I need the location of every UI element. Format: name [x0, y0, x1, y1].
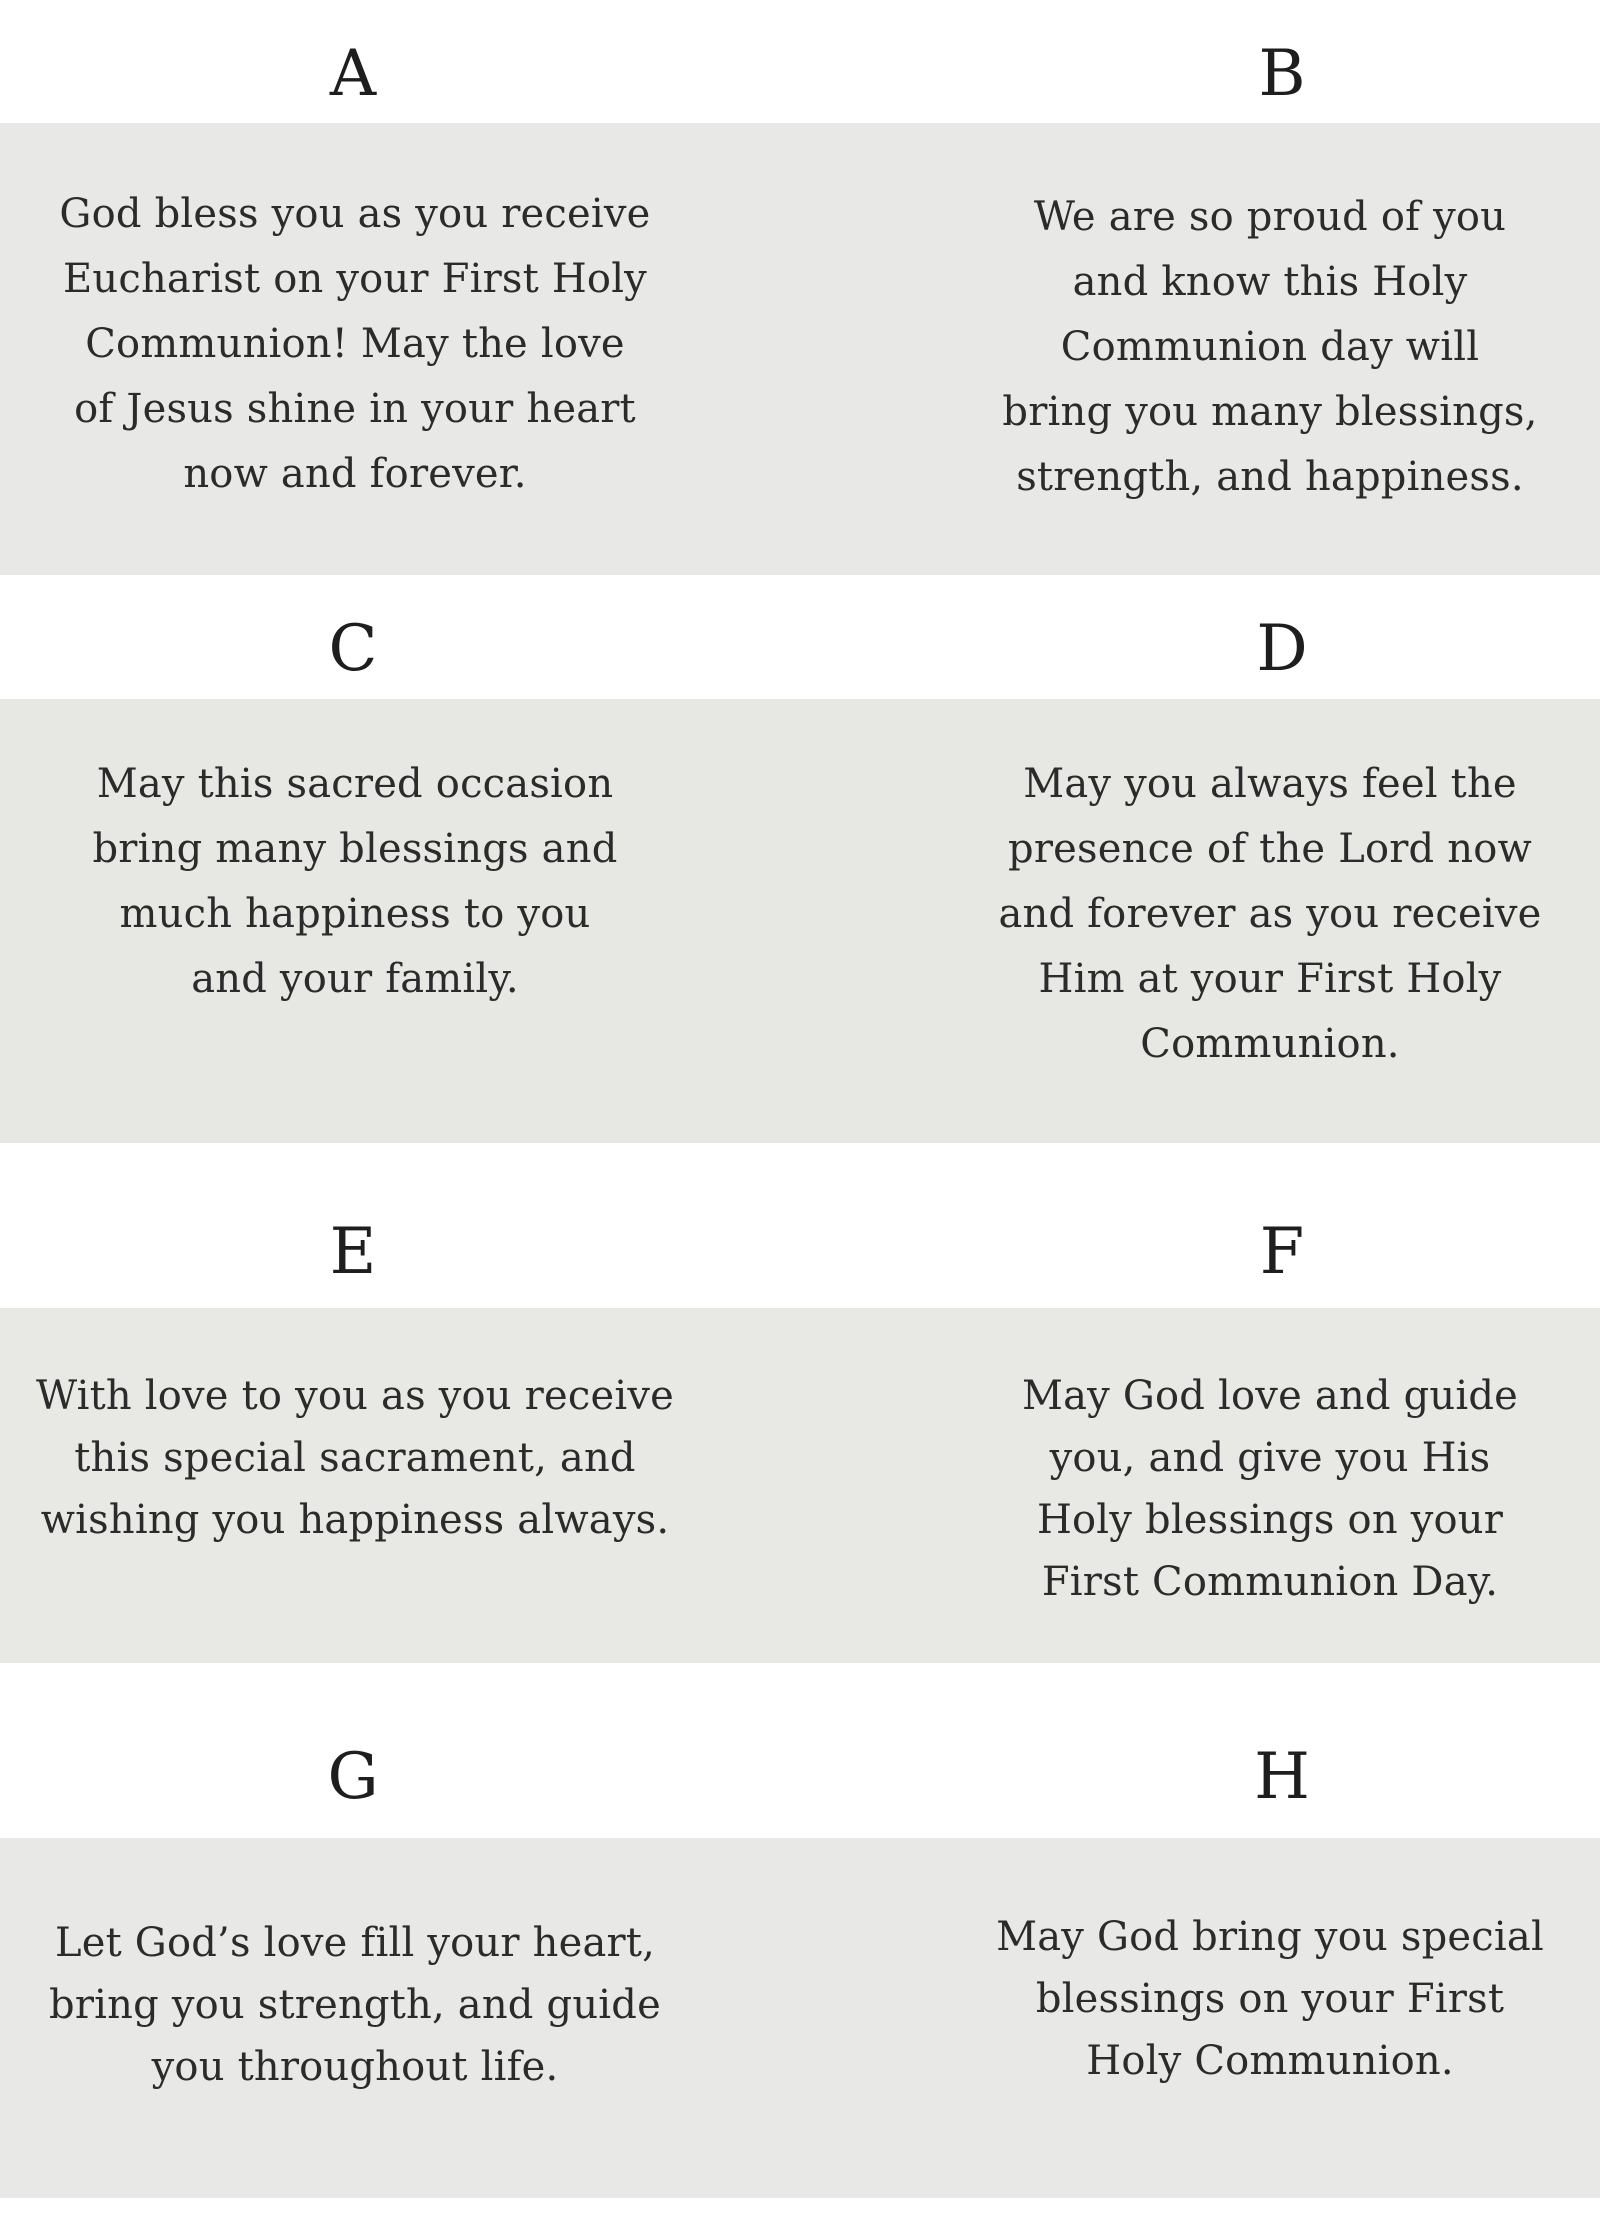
- verse-line: much happiness to you: [119, 891, 591, 937]
- verse-line: now and forever.: [183, 451, 527, 497]
- card-e-verse: [15, 1365, 695, 1551]
- verse-line: Holy Communion.: [1086, 2038, 1454, 2084]
- verse-line: bring many blessings and: [92, 826, 618, 872]
- card-c-verse: [15, 752, 695, 1012]
- verse-line: wishing you happiness always.: [40, 1497, 670, 1543]
- verse-line: Him at your First Holy: [1038, 956, 1502, 1002]
- card-h-verse: [930, 1906, 1600, 2092]
- card-c-letter: C: [328, 612, 378, 686]
- verse-line: bring you strength, and guide: [49, 1982, 661, 2028]
- card-a-verse: [15, 182, 695, 507]
- verse-line: of Jesus shine in your heart: [74, 386, 636, 432]
- verse-line: and know this Holy: [1072, 259, 1468, 305]
- verse-line: and forever as you receive: [998, 891, 1542, 937]
- card-b-verse: [930, 185, 1600, 510]
- card-h-letter: H: [1254, 1740, 1310, 1814]
- card-f-letter: F: [1259, 1215, 1305, 1289]
- verse-line: We are so proud of you: [1033, 194, 1507, 240]
- verse-line: Communion! May the love: [85, 321, 625, 367]
- verse-line: Communion.: [1140, 1021, 1400, 1067]
- verse-line: God bless you as you receive: [59, 191, 651, 237]
- verse-line: blessings on your First: [1035, 1976, 1505, 2022]
- verse-line: Let God’s love fill your heart,: [54, 1920, 656, 1966]
- card-g-letter: G: [327, 1740, 379, 1814]
- verse-line: Communion day will: [1060, 324, 1480, 370]
- verse-line: you throughout life.: [151, 2044, 559, 2090]
- verse-line: May this sacred occasion: [96, 761, 614, 807]
- verse-line: May you always feel the: [1023, 761, 1517, 807]
- verse-line: presence of the Lord now: [1008, 826, 1532, 872]
- card-a-letter: A: [329, 37, 377, 111]
- card-b-letter: B: [1258, 37, 1306, 111]
- card-f-verse: [930, 1365, 1600, 1613]
- verse-line: With love to you as you receive: [35, 1373, 675, 1419]
- verse-line: Holy blessings on your: [1036, 1497, 1504, 1543]
- verse-line: First Communion Day.: [1041, 1559, 1499, 1605]
- verse-line: and your family.: [191, 956, 519, 1002]
- verse-line: Eucharist on your First Holy: [63, 256, 647, 302]
- verse-line: you, and give you His: [1049, 1435, 1491, 1481]
- verse-line: May God bring you special: [996, 1914, 1544, 1960]
- card-d-verse: [930, 752, 1600, 1077]
- verse-line: strength, and happiness.: [1016, 454, 1524, 500]
- card-e-letter: E: [329, 1215, 377, 1289]
- verse-line: May God love and guide: [1021, 1373, 1519, 1419]
- verse-line: this special sacrament, and: [74, 1435, 636, 1481]
- verse-line: bring you many blessings,: [1002, 389, 1538, 435]
- card-g-verse: [15, 1912, 695, 2098]
- card-d-letter: D: [1256, 612, 1308, 686]
